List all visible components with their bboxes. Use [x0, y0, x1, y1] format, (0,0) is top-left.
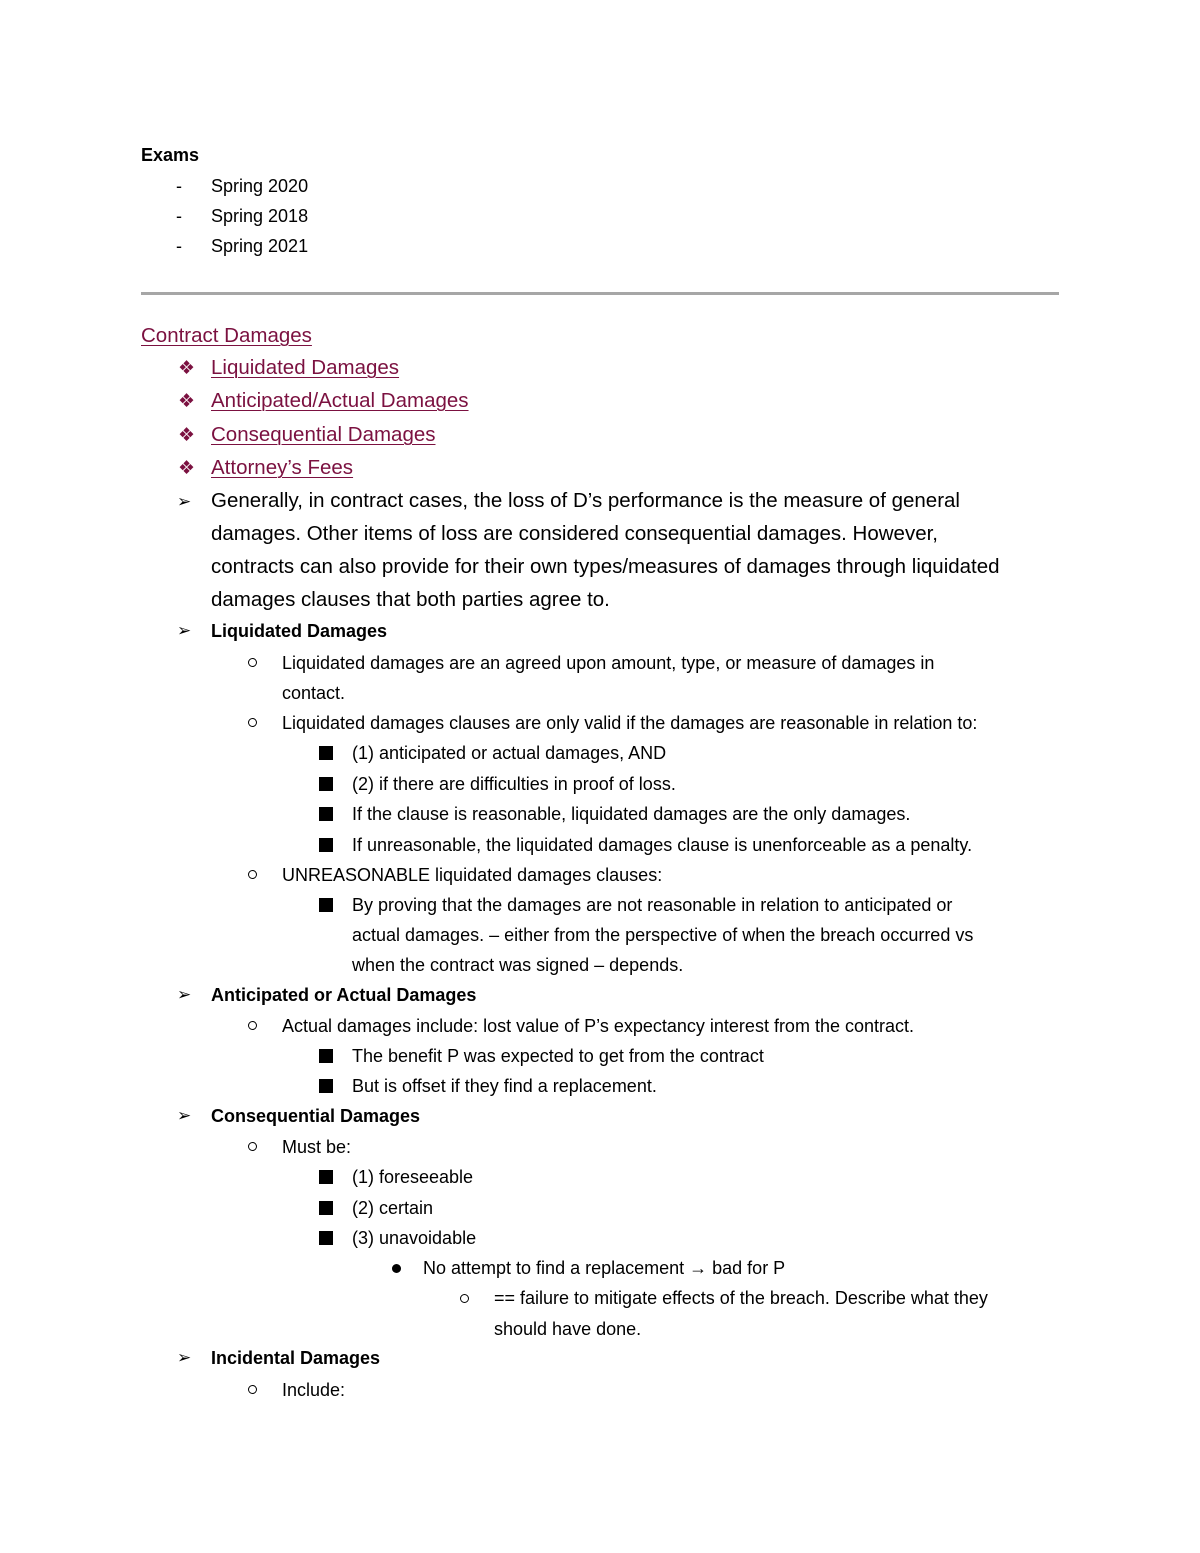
circle-bullet-icon: [248, 870, 257, 879]
list-item-cont: contact.: [282, 683, 346, 703]
list-item: == failure to mitigate effects of the breach. Describe what they: [494, 1288, 988, 1308]
dash-bullet: -: [176, 176, 182, 196]
list-item-cont: should have done.: [494, 1319, 642, 1339]
arrow-bullet-icon: ➢: [177, 985, 192, 1004]
list-item-cont: when the contract was signed – depends.: [352, 955, 684, 975]
exam-item: Spring 2021: [211, 236, 309, 256]
list-item: If unreasonable, the liquidated damages clause is unenforceable as a penalty.: [352, 835, 973, 855]
arrow-bullet-icon: ➢: [177, 492, 192, 511]
list-item: (1) foreseeable: [352, 1167, 474, 1187]
list-item: Must be:: [282, 1137, 352, 1157]
arrow-bullet-icon: ➢: [177, 1106, 192, 1125]
square-bullet-icon: [319, 1201, 333, 1215]
square-bullet-icon: [319, 1049, 333, 1063]
section-heading-liquidated: Liquidated Damages: [211, 621, 388, 641]
square-bullet-icon: [319, 1170, 333, 1184]
dash-bullet: -: [176, 206, 182, 226]
toc-link-anticipated[interactable]: Anticipated/Actual Damages: [211, 389, 469, 412]
list-item: By proving that the damages are not reasonable in relation to anticipated or: [352, 895, 953, 915]
square-bullet-icon: [319, 807, 333, 821]
intro-line: Generally, in contract cases, the loss of D’s performance is the measure of general: [211, 489, 960, 512]
arrow-bullet-icon: ➢: [177, 621, 192, 640]
list-item: No attempt to find a replacement → bad for P: [423, 1258, 786, 1278]
list-item: Include:: [282, 1380, 346, 1400]
exams-heading: Exams: [141, 145, 200, 165]
list-item: UNREASONABLE liquidated damages clauses:: [282, 865, 663, 885]
arrow-bullet-icon: ➢: [177, 1348, 192, 1367]
square-bullet-icon: [319, 898, 333, 912]
list-item: But is offset if they find a replacement.: [352, 1076, 657, 1096]
section-heading-consequential: Consequential Damages: [211, 1106, 421, 1126]
diamond-bullet-icon: ❖: [178, 458, 196, 479]
dash-bullet: -: [176, 236, 182, 256]
horizontal-rule: [141, 292, 1059, 295]
section-heading-incidental: Incidental Damages: [211, 1348, 381, 1368]
circle-bullet-icon: [248, 1021, 257, 1030]
circle-bullet-icon: [248, 718, 257, 727]
list-item-cont: actual damages. – either from the perspective of when the breach occurred vs: [352, 925, 974, 945]
diamond-bullet-icon: ❖: [178, 425, 196, 446]
diamond-bullet-icon: ❖: [178, 358, 196, 379]
section-heading-anticipated: Anticipated or Actual Damages: [211, 985, 477, 1005]
intro-line: contracts can also provide for their own types/measures of damages through liquidated: [211, 555, 1000, 578]
toc-link-consequential[interactable]: Consequential Damages: [211, 423, 436, 446]
square-bullet-icon: [319, 838, 333, 852]
list-item: (2) certain: [352, 1198, 434, 1218]
circle-bullet-icon: [248, 658, 257, 667]
diamond-bullet-icon: ❖: [178, 391, 196, 412]
intro-line: damages clauses that both parties agree to.: [211, 588, 610, 611]
list-item: The benefit P was expected to get from the contract: [352, 1046, 764, 1066]
list-item: Actual damages include: lost value of P’s expectancy interest from the contract.: [282, 1016, 914, 1036]
list-item: (2) if there are difficulties in proof of loss.: [352, 774, 676, 794]
exam-item: Spring 2018: [211, 206, 309, 226]
square-bullet-icon: [319, 777, 333, 791]
circle-bullet-icon: [248, 1142, 257, 1151]
circle-bullet-icon: [460, 1294, 469, 1303]
dot-bullet-icon: [392, 1264, 401, 1273]
toc-link-liquidated[interactable]: Liquidated Damages: [211, 356, 400, 379]
list-item: Liquidated damages clauses are only valid if the damages are reasonable in relation to:: [282, 713, 978, 733]
exam-item: Spring 2020: [211, 176, 309, 196]
square-bullet-icon: [319, 1231, 333, 1245]
toc-title-link[interactable]: Contract Damages: [141, 324, 312, 347]
list-item: (3) unavoidable: [352, 1228, 477, 1248]
square-bullet-icon: [319, 746, 333, 760]
intro-line: damages. Other items of loss are considered consequential damages. However,: [211, 522, 938, 545]
circle-bullet-icon: [248, 1385, 257, 1394]
list-item: (1) anticipated or actual damages, AND: [352, 743, 667, 763]
toc-link-attorneys-fees[interactable]: Attorney’s Fees: [211, 456, 354, 479]
list-item: Liquidated damages are an agreed upon amount, type, or measure of damages in: [282, 653, 935, 673]
square-bullet-icon: [319, 1079, 333, 1093]
list-item: If the clause is reasonable, liquidated damages are the only damages.: [352, 804, 911, 824]
